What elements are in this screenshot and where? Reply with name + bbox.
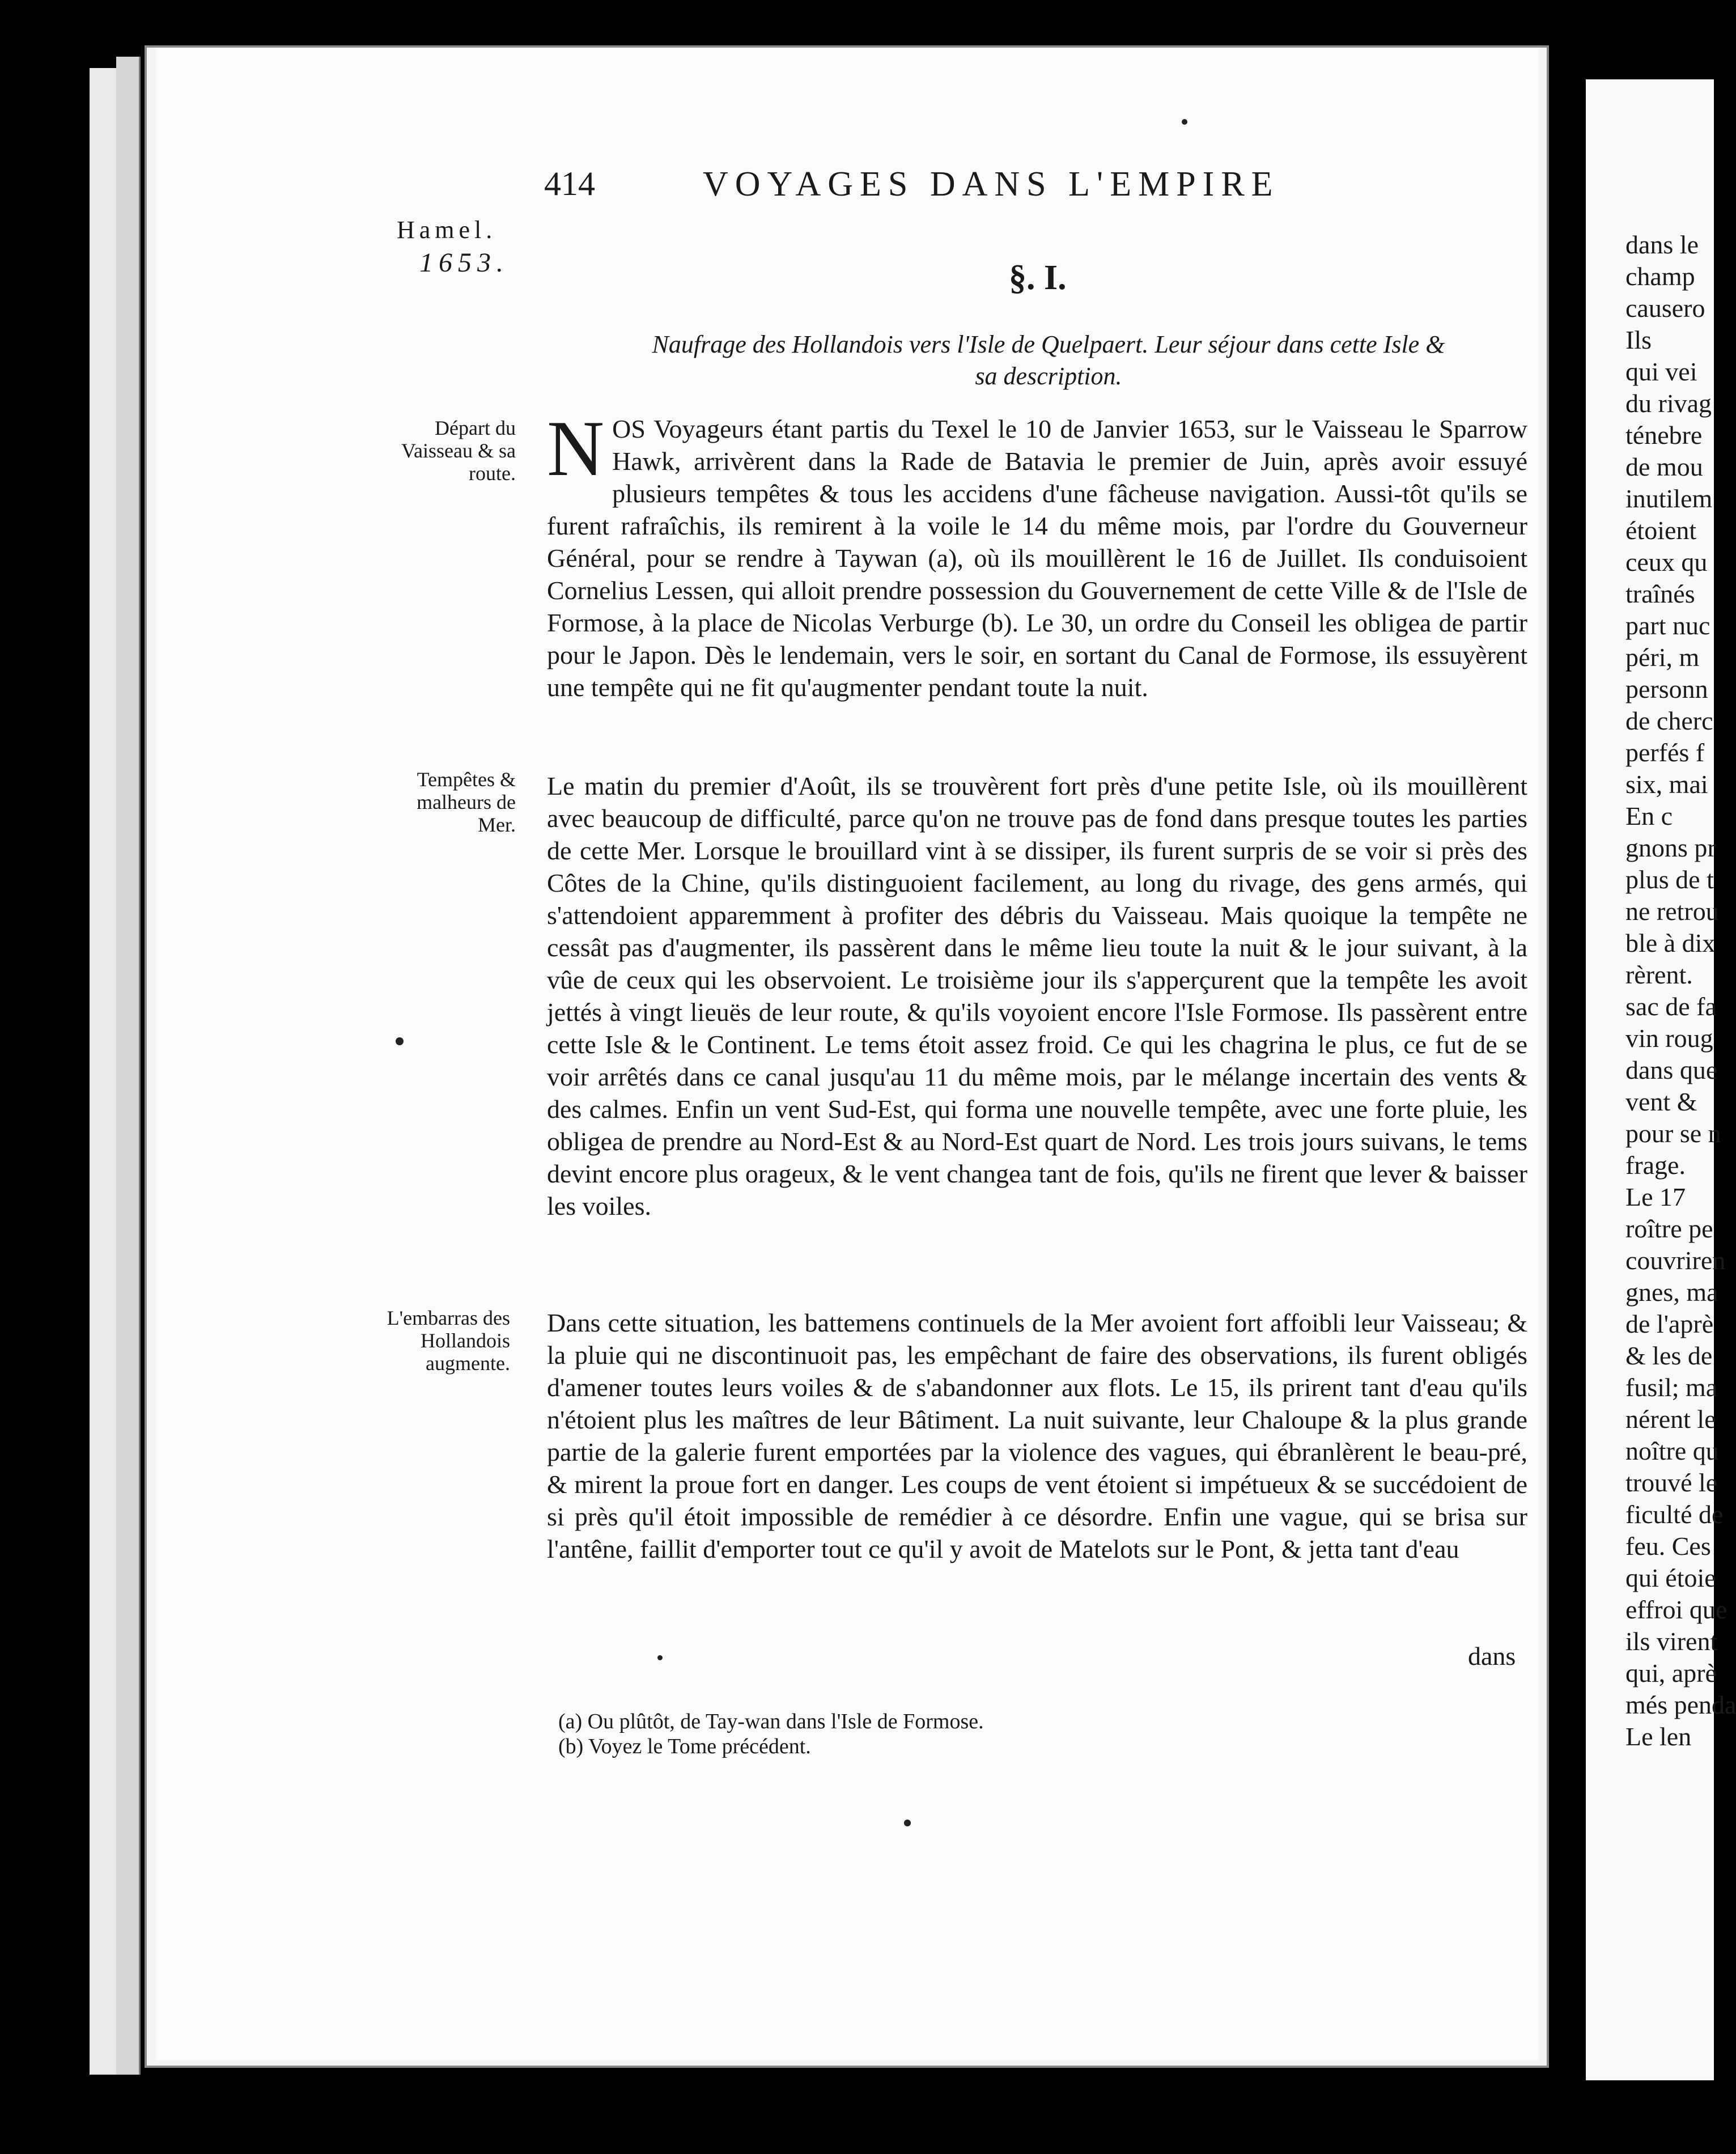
right-page-line: de cherc	[1625, 706, 1713, 735]
side-note-storms: Tempêtes & malheurs de Mer.	[417, 768, 516, 836]
print-speck	[657, 1655, 663, 1660]
dropcap: N	[547, 405, 605, 493]
right-page-line: étoient	[1625, 516, 1697, 545]
right-page-line: péri, m	[1625, 643, 1700, 672]
right-page-line: traînés	[1625, 579, 1695, 608]
right-page-line: qui vei	[1625, 357, 1697, 386]
right-page-line: En c	[1625, 802, 1673, 830]
right-page-line: frage.	[1625, 1151, 1686, 1180]
section-heading: §. I.	[1009, 258, 1067, 297]
right-page-line: Ils	[1625, 325, 1652, 354]
right-page-line: & les de	[1625, 1341, 1713, 1370]
right-page-line: ceux qu	[1625, 548, 1708, 576]
right-page-line: ils virent	[1625, 1627, 1718, 1656]
right-page-line: part nuc	[1625, 611, 1710, 640]
right-page-line: noître qu	[1625, 1436, 1719, 1465]
print-speck	[396, 1037, 404, 1045]
page-number: 414	[544, 165, 595, 202]
right-page-fragment	[1586, 79, 1736, 2080]
right-page-line: vent &	[1625, 1087, 1697, 1116]
paragraph-text: Dans cette situation, les battemens continuels de la Mer avoient fort affoibli leur Vaisseau; & la pluie qui ne discontinuoit pas, les empêchant de faire des observations, ils furent obligés d'amener toutes leurs voiles & de s'abandonner aux flots. Le 15, ils prirent tant d'eau qu'ils n'étoient plus les maîtres de leur Bâtiment. La nuit suivante, leur Chaloupe & la plus grande partie de la galerie furent emportées par la violence des vagues, qui ébranlèrent le beau-pré, & mirent la proue fort en danger. Les coups de vent étoient si impétueux & se succédoient de si près qu'il étoit impossible de remédier à ce désordre. Enfin une vague, qui se brisa sur l'antêne, faillit d'emporter tout ce qu'il y avoit de Matelots sur le Pont, & jetta tant d'eau	[547, 1308, 1527, 1563]
right-page-line: roître pe	[1625, 1214, 1713, 1243]
right-page-line: Le 17	[1625, 1182, 1686, 1211]
paragraph-1	[547, 405, 1527, 703]
side-note-trouble: L'embarras des Hollandois augmente.	[387, 1307, 510, 1375]
print-speck	[1182, 119, 1187, 125]
right-page-line: effroi que	[1625, 1595, 1727, 1624]
footnotes	[558, 1709, 984, 1759]
right-page-line: pour se n	[1625, 1119, 1721, 1148]
right-page-line: champ	[1625, 262, 1695, 291]
side-note-departure: Départ du Vaisseau & sa route.	[401, 417, 516, 485]
margin-year: 1653.	[419, 248, 509, 278]
right-page-line: nérent le	[1625, 1405, 1716, 1434]
right-page-line: ble à dix	[1625, 928, 1716, 957]
right-page-line: qui, aprè	[1625, 1659, 1717, 1687]
right-page-line: gnons pr	[1625, 833, 1716, 862]
right-page-line: ne retrou	[1625, 897, 1719, 926]
book-edge-inner	[116, 57, 141, 2075]
paragraph-text: Le matin du premier d'Août, ils se trouvèrent fort près d'une petite Isle, où ils mouillèrent avec beaucoup de difficulté, parce qu'on ne trouve pas de fond dans presque toutes les parties de cette Mer. Lorsque le brouillard vint à se dissiper, ils furent surpris de se voir si près des Côtes de la Chine, qu'ils distinguoient facilement, au long du rivage, des gens armés, qui s'attendoient apparemment à profiter des débris du Vaisseau. Mais quoique la tempête ne cessât pas d'augmenter, ils passèrent dans le même lieu toute la nuit & le jour suivant, à la vûe de ceux qui les observoient. Le troisième jour ils s'apperçurent que la tempête les avoit jettés à vingt lieuës de leur route, & qu'ils voyoient encore l'Isle Formose. Ils passèrent entre cette Isle & le Continent. Le tems étoit assez froid. Ce qui les chagrina le plus, ce fut de se voir arrêtés dans ce canal jusqu'au 11 du même mois, par le mélange incertain des vents & des calmes. Enfin un vent Sud-Est, qui forma une nouvelle tempête, avec une forte pluie, les obligea de prendre au Nord-Est & au Nord-Est quart de Nord. Les trois jours suivans, le tems devint encore plus orageux, & le vent changea tant de fois, qu'ils ne firent que lever & baisser les voiles.	[547, 771, 1527, 1220]
right-page-line: sac de fa	[1625, 992, 1717, 1021]
section-summary: Naufrage des Hollandois vers l'Isle de Quelpaert. Leur séjour dans cette Isle & sa description.	[652, 330, 1445, 390]
print-speck	[904, 1820, 911, 1826]
margin-author: Hamel.	[397, 216, 497, 244]
paragraph-2	[547, 770, 1527, 1222]
right-page-line: ténebre	[1625, 421, 1703, 450]
right-page-line: dans que	[1625, 1055, 1718, 1084]
right-page-line: du rivag	[1625, 389, 1712, 418]
right-page-line: six, mai	[1625, 770, 1708, 799]
right-page-line: gnes, ma	[1625, 1278, 1718, 1307]
footnote-a: (a) Ou plûtôt, de Tay-wan dans l'Isle de Formose.	[558, 1710, 984, 1733]
right-page-line: de l'aprè	[1625, 1309, 1714, 1338]
right-page-line: Le len	[1625, 1722, 1692, 1751]
paragraph-3	[547, 1307, 1527, 1565]
right-page-line: ficulté de	[1625, 1500, 1724, 1529]
right-page-line: vin roug	[1625, 1024, 1713, 1053]
paragraph-text: OS Voyageurs étant partis du Texel le 10 de Janvier 1653, sur le Vaisseau le Sparrow Hawk, arrivèrent dans la Rade de Batavia le premier de Juin, après avoir essuyé plusieurs tempêtes & tous les accidens d'une fâcheuse navigation. Aussi-tôt qu'ils se furent rafraîchis, ils remirent à la voile le 14 du même mois, par l'ordre du Gouverneur Général, pour se rendre à Taywan (a), où ils mouillèrent le 16 de Juillet. Ils conduisoient Cornelius Lessen, qui alloit prendre possession du Gouvernement de cette Ville & de l'Isle de Formose, à la place de Nicolas Verburge (b). Le 30, un ordre du Conseil les obligea de partir pour le Japon. Dès le lendemain, vers le soir, en sortant du Canal de Formose, ils essuyèrent une tempête qui ne fit qu'augmenter pendant toute la nuit.	[547, 414, 1527, 702]
right-page-line: rèrent.	[1625, 960, 1693, 989]
catchword: dans	[1468, 1642, 1516, 1670]
footnote-b: (b) Voyez le Tome précédent.	[558, 1735, 811, 1758]
right-page-line: dans le	[1625, 230, 1699, 259]
right-page-line: perfés f	[1625, 738, 1705, 767]
right-page-line: plus de t	[1625, 865, 1714, 894]
right-page-line: feu. Ces	[1625, 1532, 1711, 1561]
right-page-line: més penda	[1625, 1690, 1736, 1719]
right-page-line: fusil; ma	[1625, 1373, 1718, 1402]
right-page-line: personn	[1625, 675, 1708, 703]
right-page-line: inutilem	[1625, 484, 1713, 513]
right-page-line: trouvé le	[1625, 1468, 1718, 1497]
right-page-line: de mou	[1625, 452, 1703, 481]
right-page-line: causero	[1625, 294, 1705, 323]
right-page-line: qui étoie	[1625, 1563, 1716, 1592]
running-title: VOYAGES DANS L'EMPIRE	[703, 165, 1280, 203]
right-page-line: couvriren	[1625, 1246, 1726, 1275]
